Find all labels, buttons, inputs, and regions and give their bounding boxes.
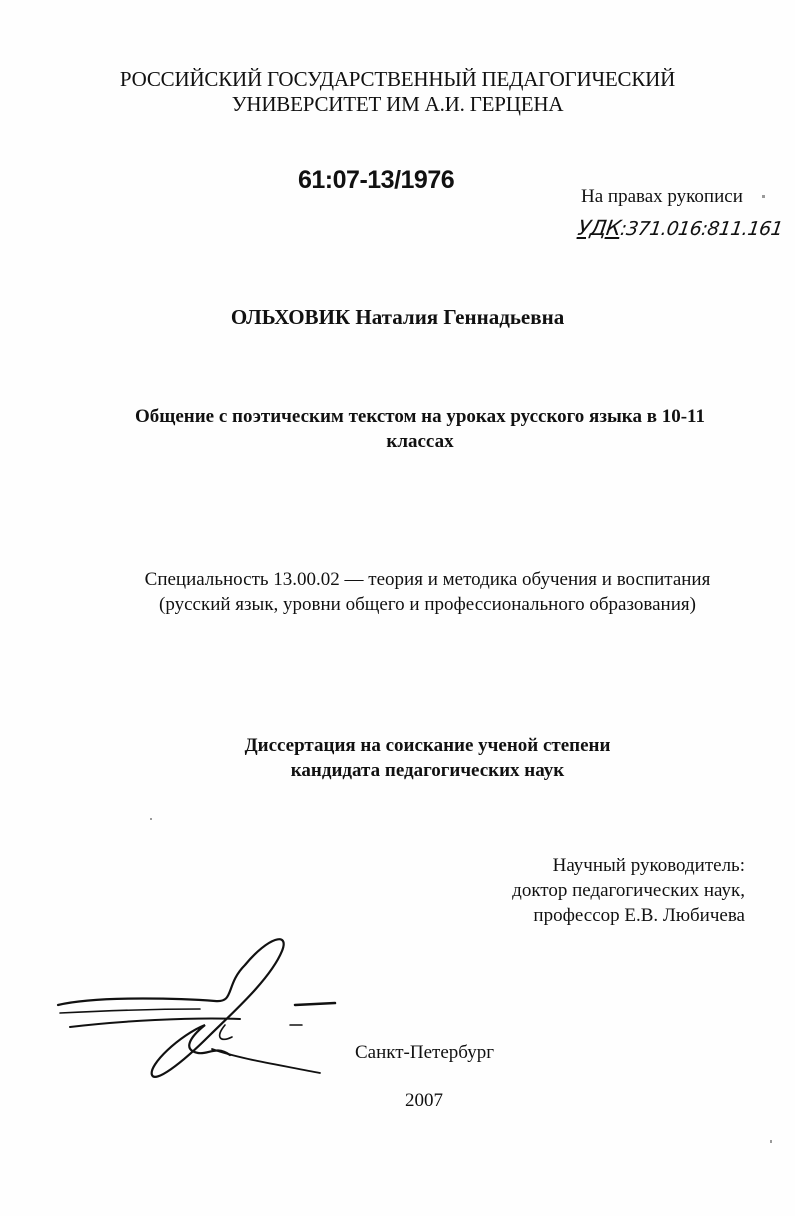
specialty xyxy=(0,567,795,617)
manuscript-rights-note: На правах рукописи xyxy=(581,186,743,207)
degree-line-2: кандидата педагогических наук xyxy=(290,760,565,781)
scan-speck xyxy=(770,1140,772,1143)
scan-speck xyxy=(150,818,152,820)
supervisor-degree: доктор педагогических наук, xyxy=(512,880,745,901)
supervisor-name: профессор Е.В. Любичева xyxy=(533,905,745,926)
thesis-title xyxy=(120,404,720,454)
udk-value: :371.016:811.161 xyxy=(618,218,784,240)
supervisor-heading: Научный руководитель: xyxy=(552,855,745,876)
year: 2007 xyxy=(405,1090,443,1111)
degree-statement xyxy=(0,733,795,783)
author-name: ОЛЬХОВИК Наталия Геннадьевна xyxy=(230,305,565,329)
thesis-title-line-2: классах xyxy=(386,431,454,452)
udk-label: УДК xyxy=(576,216,623,240)
specialty-line-1: Специальность 13.00.02 — теория и методика обучения и воспитания xyxy=(144,569,711,590)
city: Санкт-Петербург xyxy=(355,1042,495,1063)
thesis-title-line-1: Общение с поэтическим текстом на уроках русского языка в 10-11 xyxy=(135,406,705,427)
degree-line-1: Диссертация на соискание ученой степени xyxy=(244,735,611,756)
organization-line-2: УНИВЕРСИТЕТ ИМ А.И. ГЕРЦЕНА xyxy=(231,92,564,116)
specialty-line-2: (русский язык, уровни общего и профессионального образования) xyxy=(159,594,696,615)
scan-speck xyxy=(762,195,765,198)
supervisor-block xyxy=(512,853,745,928)
registration-code: 61:07-13/1976 xyxy=(298,166,455,194)
udk-classification xyxy=(576,216,784,240)
handwritten-signature xyxy=(40,925,350,1095)
organization-line-1: РОССИЙСКИЙ ГОСУДАРСТВЕННЫЙ ПЕДАГОГИЧЕСКИЙ xyxy=(119,67,676,91)
